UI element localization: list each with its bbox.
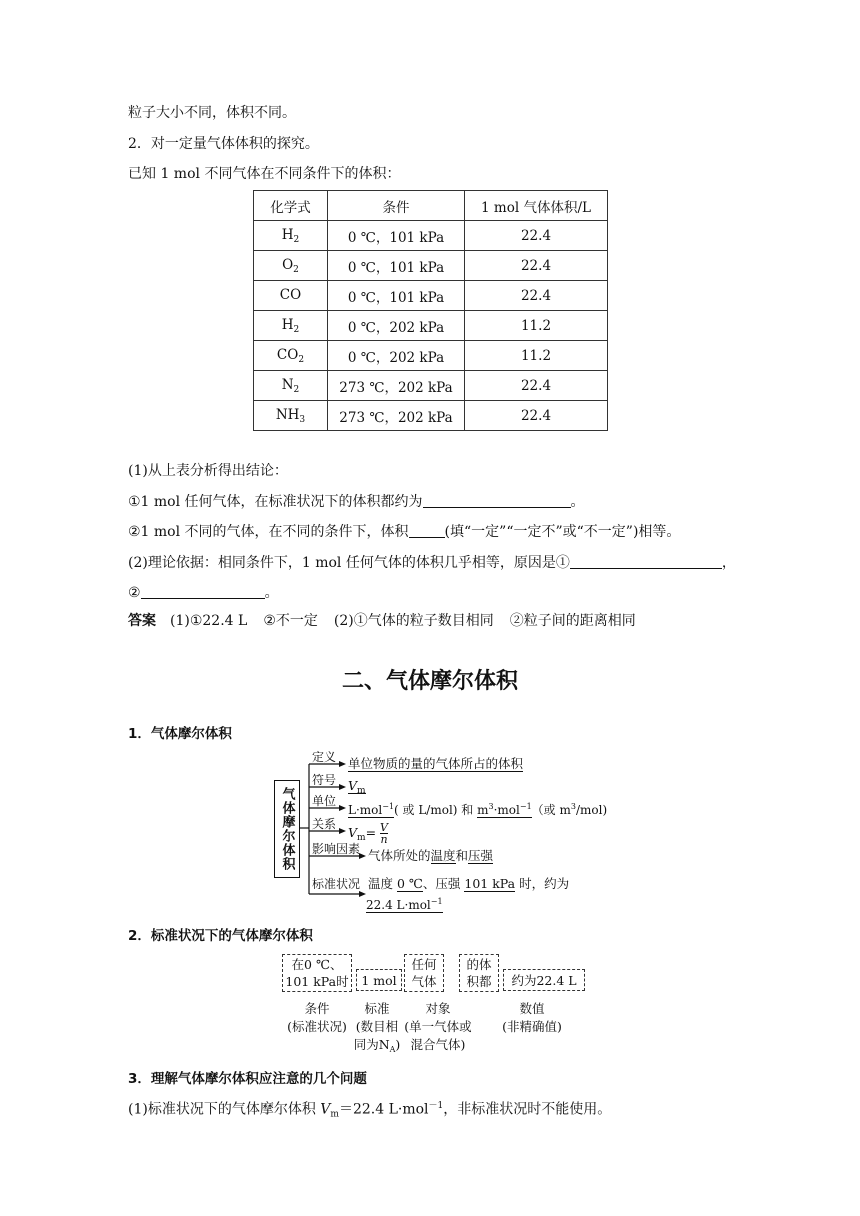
standard-caption: 标准 (数目相 同为$N_A$) xyxy=(353,1001,401,1054)
condition-cell: 0 ℃，101 kPa xyxy=(328,221,465,251)
intro-line-2: 2．对一定量气体体积的探究。 xyxy=(128,136,319,152)
answer-line: 答案 (1)①22.4 L ②不一定 (2)①气体的粒子数目相同 ②粒子间的距离相同 xyxy=(128,613,636,629)
label-relation: 关系 xyxy=(312,817,337,831)
header-condition: 条件 xyxy=(328,191,465,221)
symbol-text: $V_m$ xyxy=(348,778,366,796)
question-2: (2)理论依据：相同条件下，1 mol 任何气体的体积几乎相等，原因是① ， xyxy=(128,555,736,571)
note-1: (1)标准状况下的气体摩尔体积 $V_m=22.4$ L·mol$^{-1}$，非标准状况时不能使用。 xyxy=(128,1101,612,1120)
value-box: 约为22.4 L xyxy=(503,969,585,991)
standard-value: 22.4 L·mol$^{-1}$ xyxy=(366,897,443,912)
subsection-3-title: 3．理解气体摩尔体积应注意的几个问题 xyxy=(128,1071,367,1087)
question-1a: ①1 mol 任何气体，在标准状况下的体积都约为 。 xyxy=(128,494,585,510)
volume-cell: 22.4 xyxy=(465,371,608,401)
subsection-1-title: 1．气体摩尔体积 xyxy=(128,726,232,742)
condition-box: 在0 ℃、 101 kPa时 xyxy=(282,954,352,992)
condition-cell: 273 ℃，202 kPa xyxy=(328,371,465,401)
volume-cell: 11.2 xyxy=(465,311,608,341)
label-factors: 影响因素 xyxy=(312,842,361,856)
factors-text: 气体所处的温度和压强 xyxy=(368,848,494,863)
volume-cell: 22.4 xyxy=(465,401,608,431)
condition-cell: 273 ℃，202 kPa xyxy=(328,401,465,431)
object-caption: 对象 (单一气体或 混合气体) xyxy=(404,1001,472,1052)
question-1b: ②1 mol 不同的气体，在不同的条件下，体积 (填“一定”“一定不”或“不一定”)相等。 xyxy=(128,524,681,540)
section-title: 二、气体摩尔体积 xyxy=(341,669,518,694)
condition-cell: 0 ℃，202 kPa xyxy=(328,311,465,341)
standard-text: 温度 0 ℃、压强 101 kPa 时，约为 xyxy=(368,876,570,891)
condition-cell: 0 ℃，101 kPa xyxy=(328,281,465,311)
header-formula: 化学式 xyxy=(254,191,328,221)
formula-cell: CO xyxy=(254,281,328,311)
question-2b: ② 。 xyxy=(128,585,279,601)
formula-cell: $NH_3$ xyxy=(254,401,328,431)
value-caption: 数值 (非精确值) xyxy=(502,1001,562,1034)
volume-cell: 22.4 xyxy=(465,281,608,311)
relation-formula: $V_m=$ $\frac{V}{n}$ xyxy=(348,821,388,846)
amount-box: 1 mol xyxy=(356,969,402,991)
intro-line-1: 粒子大小不同，体积不同。 xyxy=(128,105,296,121)
formula-cell: $H_2$ xyxy=(254,221,328,251)
question-1: (1)从上表分析得出结论： xyxy=(128,463,288,479)
intro-line-3: 已知 1 mol 不同气体在不同条件下的体积： xyxy=(128,166,401,182)
volume-box: 的体 积都 xyxy=(459,954,499,992)
condition-caption: 条件 (标准状况) xyxy=(287,1001,347,1034)
volume-cell: 11.2 xyxy=(465,341,608,371)
answer-label: 答案 xyxy=(128,613,156,629)
formula-cell: $H_2$ xyxy=(254,311,328,341)
volume-cell: 22.4 xyxy=(465,251,608,281)
label-unit: 单位 xyxy=(312,794,337,808)
definition-text: 单位物质的量的气体所占的体积 xyxy=(348,756,524,771)
label-standard: 标准状况 xyxy=(312,877,361,891)
subsection-2-title: 2．标准状况下的气体摩尔体积 xyxy=(128,928,313,944)
concept-center-box: 气体摩尔体积 xyxy=(274,780,300,878)
unit-text: L·mol$^{-1}$( 或 L/mol) 和 $m^3\cdot mol^{-1}$（或 $m^3/mol$) xyxy=(348,802,608,817)
formula-cell: $N_2$ xyxy=(254,371,328,401)
condition-cell: 0 ℃，101 kPa xyxy=(328,251,465,281)
condition-cell: 0 ℃，202 kPa xyxy=(328,341,465,371)
volume-cell: 22.4 xyxy=(465,221,608,251)
object-box: 任何 气体 xyxy=(404,954,444,992)
header-volume: 1 mol 气体体积/L xyxy=(465,191,608,221)
label-definition: 定义 xyxy=(312,750,337,764)
label-symbol: 符号 xyxy=(312,773,337,787)
formula-cell: $CO_2$ xyxy=(254,341,328,371)
formula-cell: $O_2$ xyxy=(254,251,328,281)
